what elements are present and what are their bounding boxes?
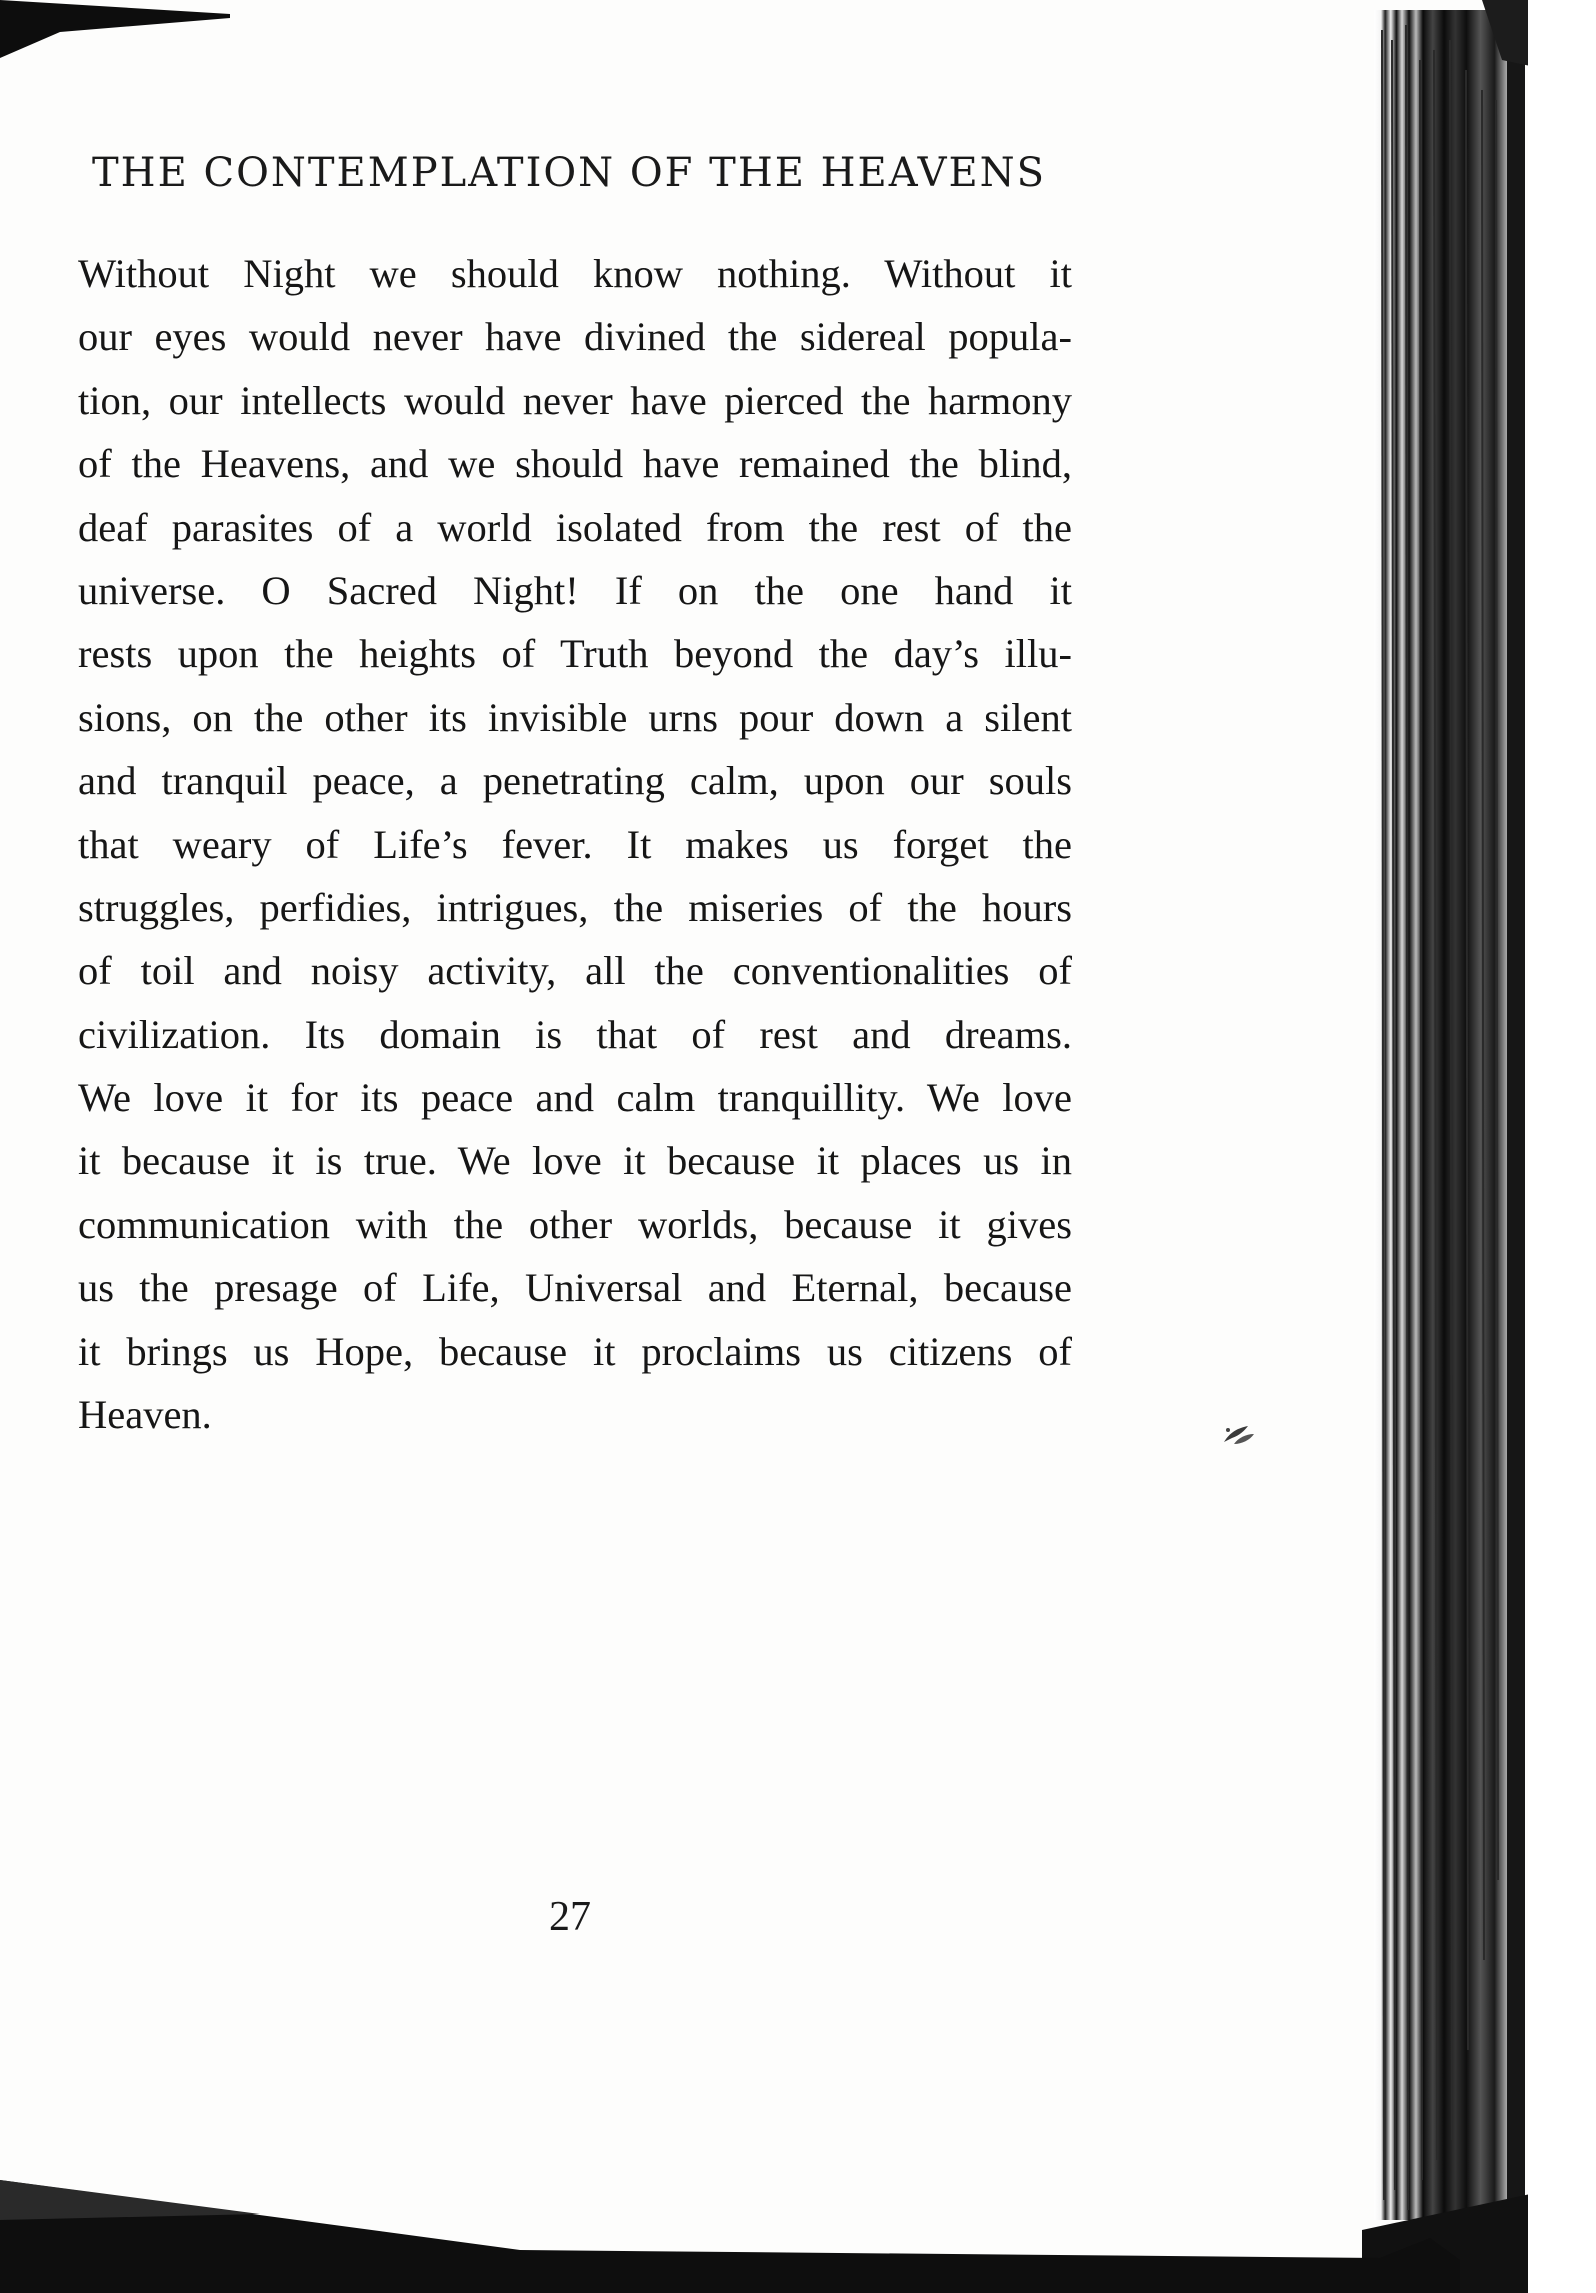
text-line: We love it for its peace and calm tranquillity. We love xyxy=(78,1075,1072,1121)
text-line: tion, our intellects would never have pierced the harmony xyxy=(78,377,1072,423)
text-line: Heaven. xyxy=(78,1392,212,1438)
text-line: Without Night we should know nothing. Without it xyxy=(78,251,1072,296)
text-line: that weary of Life’s fever. It makes us forget the xyxy=(78,821,1072,867)
text-line: civilization. Its domain is that of rest and dreams. xyxy=(78,1011,1072,1057)
text-line: deaf parasites of a world isolated from the rest of the xyxy=(78,504,1072,550)
text-line: rests upon the heights of Truth beyond the day’s illu- xyxy=(78,631,1072,677)
page-number: 27 xyxy=(549,1894,591,1940)
running-head: THE CONTEMPLATION OF THE HEAVENS xyxy=(92,150,1047,196)
scan-corner-shadow-icon xyxy=(0,0,240,60)
text-line: of the Heavens, and we should have remained the blind, xyxy=(78,441,1072,487)
text-line: our eyes would never have divined the sidereal popula- xyxy=(78,314,1072,360)
text-line: of toil and noisy activity, all the conventionalities of xyxy=(78,948,1072,994)
text-line: and tranquil peace, a penetrating calm, upon our souls xyxy=(78,758,1072,804)
printer-ornament-icon xyxy=(1222,1422,1256,1448)
text-line: it because it is true. We love it because it places us in xyxy=(78,1138,1072,1184)
text-line: us the presage of Life, Universal and Eternal, because xyxy=(78,1265,1072,1311)
text-line: it brings us Hope, because it proclaims us citizens of xyxy=(78,1328,1072,1374)
book-fore-edge-icon xyxy=(1362,0,1596,2293)
text-line: sions, on the other its invisible urns pour down a silent xyxy=(78,694,1072,740)
text-line: universe. O Sacred Night! If on the one hand it xyxy=(78,567,1072,613)
body-text xyxy=(78,242,1072,1446)
text-line: struggles, perfidies, intrigues, the miseries of the hours xyxy=(78,884,1072,930)
text-line: communication with the other worlds, because it gives xyxy=(78,1201,1072,1247)
scan-bottom-shadow-icon xyxy=(0,2180,1596,2293)
